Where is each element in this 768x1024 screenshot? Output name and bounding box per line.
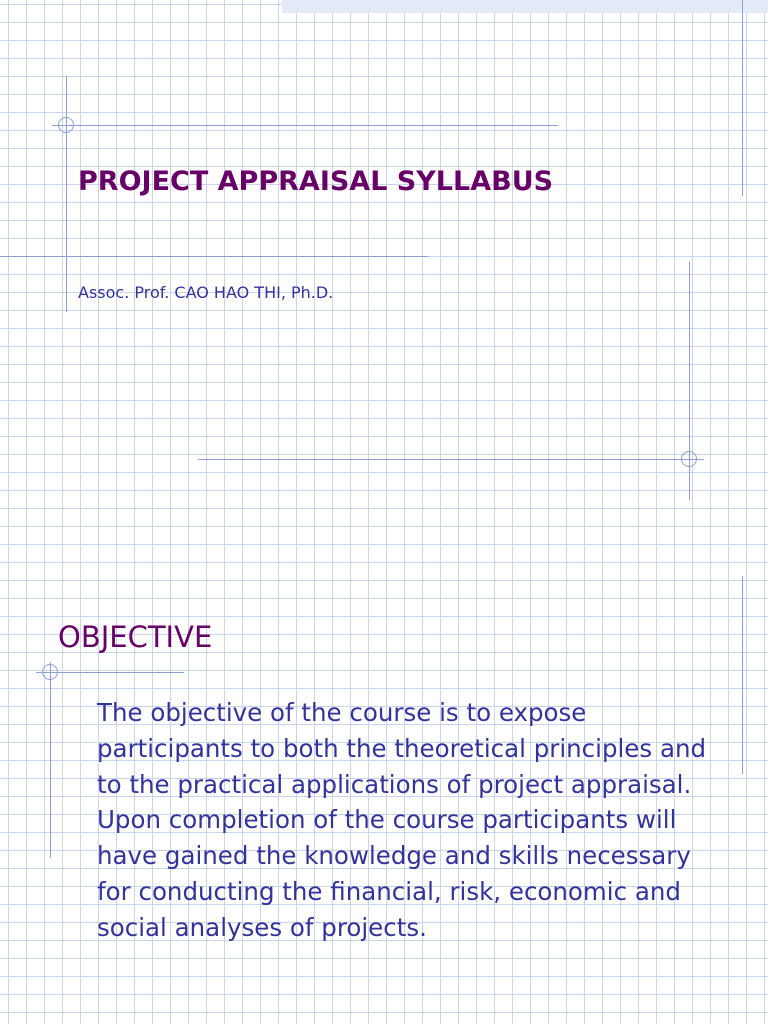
slide-title: PROJECT APPRAISAL SYLLABUS — [78, 166, 554, 197]
top-accent-band — [282, 0, 768, 13]
decor-line — [198, 459, 704, 460]
decor-circle-icon — [681, 451, 697, 467]
decor-line — [742, 576, 743, 774]
decor-line — [66, 76, 67, 312]
decor-line — [0, 256, 428, 257]
decor-circle-icon — [58, 117, 74, 133]
decor-circle-icon — [42, 664, 58, 680]
objective-slide — [0, 512, 768, 1024]
decor-line — [742, 0, 743, 196]
decor-line — [52, 125, 558, 126]
decor-line — [50, 662, 51, 858]
section-heading: OBJECTIVE — [58, 620, 213, 654]
decor-line — [36, 672, 184, 673]
objective-paragraph: The objective of the course is to expose participants to both the theoretical principles and to the practical applications of project appraisal. Upon completion of the course participants will have gained the knowledge and skills necessary for conducting the financial, risk, economic and social analyses of projects. — [97, 698, 707, 942]
author-line: Assoc. Prof. CAO HAO THI, Ph.D. — [78, 283, 334, 302]
